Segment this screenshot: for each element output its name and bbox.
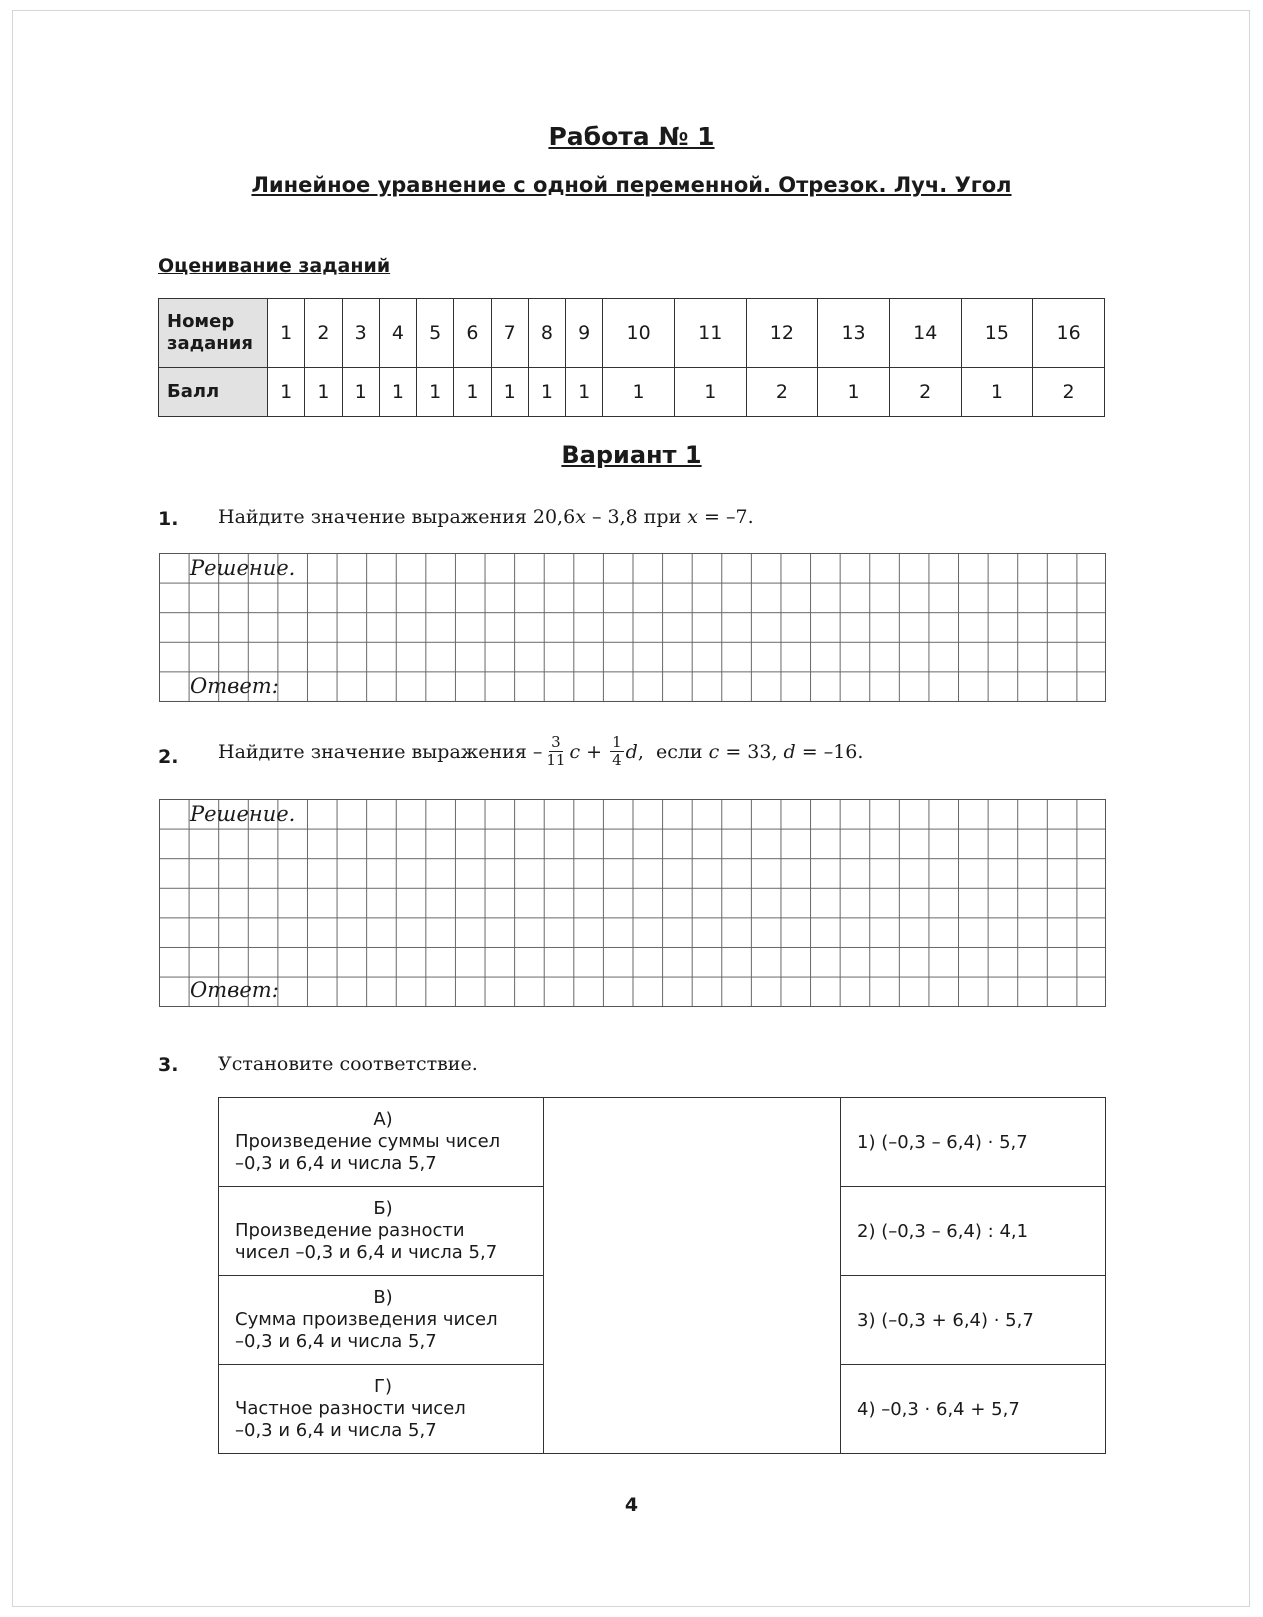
q2-lead: Найдите значение выражения	[218, 740, 533, 763]
match-right-1: 1) (–0,3 – 6,4) · 5,7	[841, 1098, 1106, 1187]
q2-plus: +	[580, 740, 609, 763]
match-row	[219, 1098, 1106, 1187]
q2-frac2-num: 1	[612, 733, 622, 751]
q1-tail: = –7.	[698, 506, 754, 528]
match-letter: Г)	[374, 1376, 392, 1397]
score-cell: 1	[961, 368, 1033, 417]
score-cell: 1	[528, 368, 565, 417]
score-cell: 2	[746, 368, 818, 417]
match-left-line1: Сумма произведения чисел	[235, 1309, 498, 1330]
q2-cond-d: = –16.	[795, 740, 864, 763]
score-cell: 1	[305, 368, 342, 417]
page-title: Работа № 1	[548, 122, 715, 151]
scoring-row-numbers-label	[159, 299, 268, 368]
q2-var-c: c	[569, 740, 581, 763]
score-cell: 1	[379, 368, 416, 417]
score-cell: 2	[889, 368, 961, 417]
label-line1: Номер	[167, 311, 235, 332]
variant-heading: Вариант 1	[561, 441, 702, 469]
task-number-cell: 3	[342, 299, 379, 368]
task-number-cell: 4	[379, 299, 416, 368]
q1-text	[218, 506, 754, 528]
match-left-line1: Частное разности чисел	[235, 1398, 466, 1419]
q1-mid: – 3,8 при	[585, 506, 688, 528]
match-left-line2: –0,3 и 6,4 и числа 5,7	[235, 1331, 437, 1352]
score-cell: 1	[417, 368, 454, 417]
match-left-line2: –0,3 и 6,4 и числа 5,7	[235, 1420, 437, 1441]
match-left-a	[219, 1098, 544, 1187]
q2-minus: –	[532, 740, 543, 763]
task-number-cell: 2	[305, 299, 342, 368]
q2-var-c2: c	[708, 740, 720, 763]
match-left-line1: Произведение разности	[235, 1220, 465, 1241]
q3-text: Установите соответствие.	[218, 1053, 478, 1075]
q2-cond-lead: , если	[637, 740, 709, 763]
task-number-cell: 8	[528, 299, 565, 368]
q1-solution-label: Решение.	[190, 556, 296, 580]
match-answer-area[interactable]	[544, 1098, 841, 1454]
q2-cond-c: = 33,	[719, 740, 784, 763]
label-line2: задания	[167, 333, 253, 354]
q1-lead: Найдите значение выражения 20,6	[218, 506, 576, 528]
task-number-cell: 14	[889, 299, 961, 368]
task-number-cell: 5	[417, 299, 454, 368]
task-number-cell: 15	[961, 299, 1033, 368]
q2-fraction-1	[544, 734, 567, 769]
task-number-cell: 7	[491, 299, 528, 368]
task-number-cell: 9	[566, 299, 603, 368]
match-left-line2: чисел –0,3 и 6,4 и числа 5,7	[235, 1242, 498, 1263]
match-right-3: 3) (–0,3 + 6,4) · 5,7	[841, 1276, 1106, 1365]
score-cell: 1	[268, 368, 305, 417]
score-cell: 1	[674, 368, 746, 417]
match-left-line1: Произведение суммы чисел	[235, 1131, 501, 1152]
task-number-cell: 12	[746, 299, 818, 368]
match-left-b	[219, 1187, 544, 1276]
task-number-cell: 10	[603, 299, 675, 368]
q1-var-x: x	[575, 506, 586, 528]
match-right-2: 2) (–0,3 – 6,4) : 4,1	[841, 1187, 1106, 1276]
task-number-cell: 16	[1033, 299, 1105, 368]
q1-solution-grid[interactable]	[159, 553, 1106, 702]
match-letter: Б)	[373, 1198, 393, 1219]
q2-solution-grid[interactable]	[159, 799, 1106, 1007]
q3-number: 3.	[158, 1054, 179, 1076]
q1-var-x2: x	[687, 506, 698, 528]
q2-var-d2: d	[783, 740, 796, 763]
q2-frac2-den: 4	[612, 751, 622, 769]
q1-number: 1.	[158, 508, 179, 530]
matching-table	[218, 1097, 1106, 1454]
q2-answer-label: Ответ:	[190, 978, 279, 1002]
q2-number: 2.	[158, 746, 179, 768]
score-cell: 1	[342, 368, 379, 417]
q2-text	[218, 734, 863, 769]
page-number: 4	[624, 1494, 639, 1516]
score-cell: 1	[566, 368, 603, 417]
score-cell: 1	[818, 368, 890, 417]
q2-frac1-num: 3	[551, 733, 561, 751]
task-number-cell: 13	[818, 299, 890, 368]
match-left-g	[219, 1365, 544, 1454]
score-cell: 2	[1033, 368, 1105, 417]
task-number-cell: 1	[268, 299, 305, 368]
match-left-v	[219, 1276, 544, 1365]
match-right-4: 4) –0,3 · 6,4 + 5,7	[841, 1365, 1106, 1454]
scoring-heading: Оценивание заданий	[158, 255, 391, 277]
page-subtitle: Линейное уравнение с одной переменной. Отрезок. Луч. Угол	[251, 173, 1012, 197]
match-letter: А)	[373, 1109, 393, 1130]
scoring-table	[158, 298, 1105, 417]
task-number-cell: 11	[674, 299, 746, 368]
q1-answer-label: Ответ:	[190, 674, 279, 698]
scoring-row-scores-label: Балл	[159, 368, 268, 417]
q2-fraction-2	[610, 734, 624, 769]
q2-solution-label: Решение.	[190, 802, 296, 826]
scoring-row-scores	[159, 368, 1105, 417]
task-number-cell: 6	[454, 299, 491, 368]
score-cell: 1	[454, 368, 491, 417]
score-cell: 1	[491, 368, 528, 417]
q2-frac1-den: 11	[546, 751, 566, 769]
q2-var-d: d	[625, 740, 638, 763]
score-cell: 1	[603, 368, 675, 417]
match-letter: В)	[373, 1287, 393, 1308]
scoring-row-numbers	[159, 299, 1105, 368]
match-left-line2: –0,3 и 6,4 и числа 5,7	[235, 1153, 437, 1174]
